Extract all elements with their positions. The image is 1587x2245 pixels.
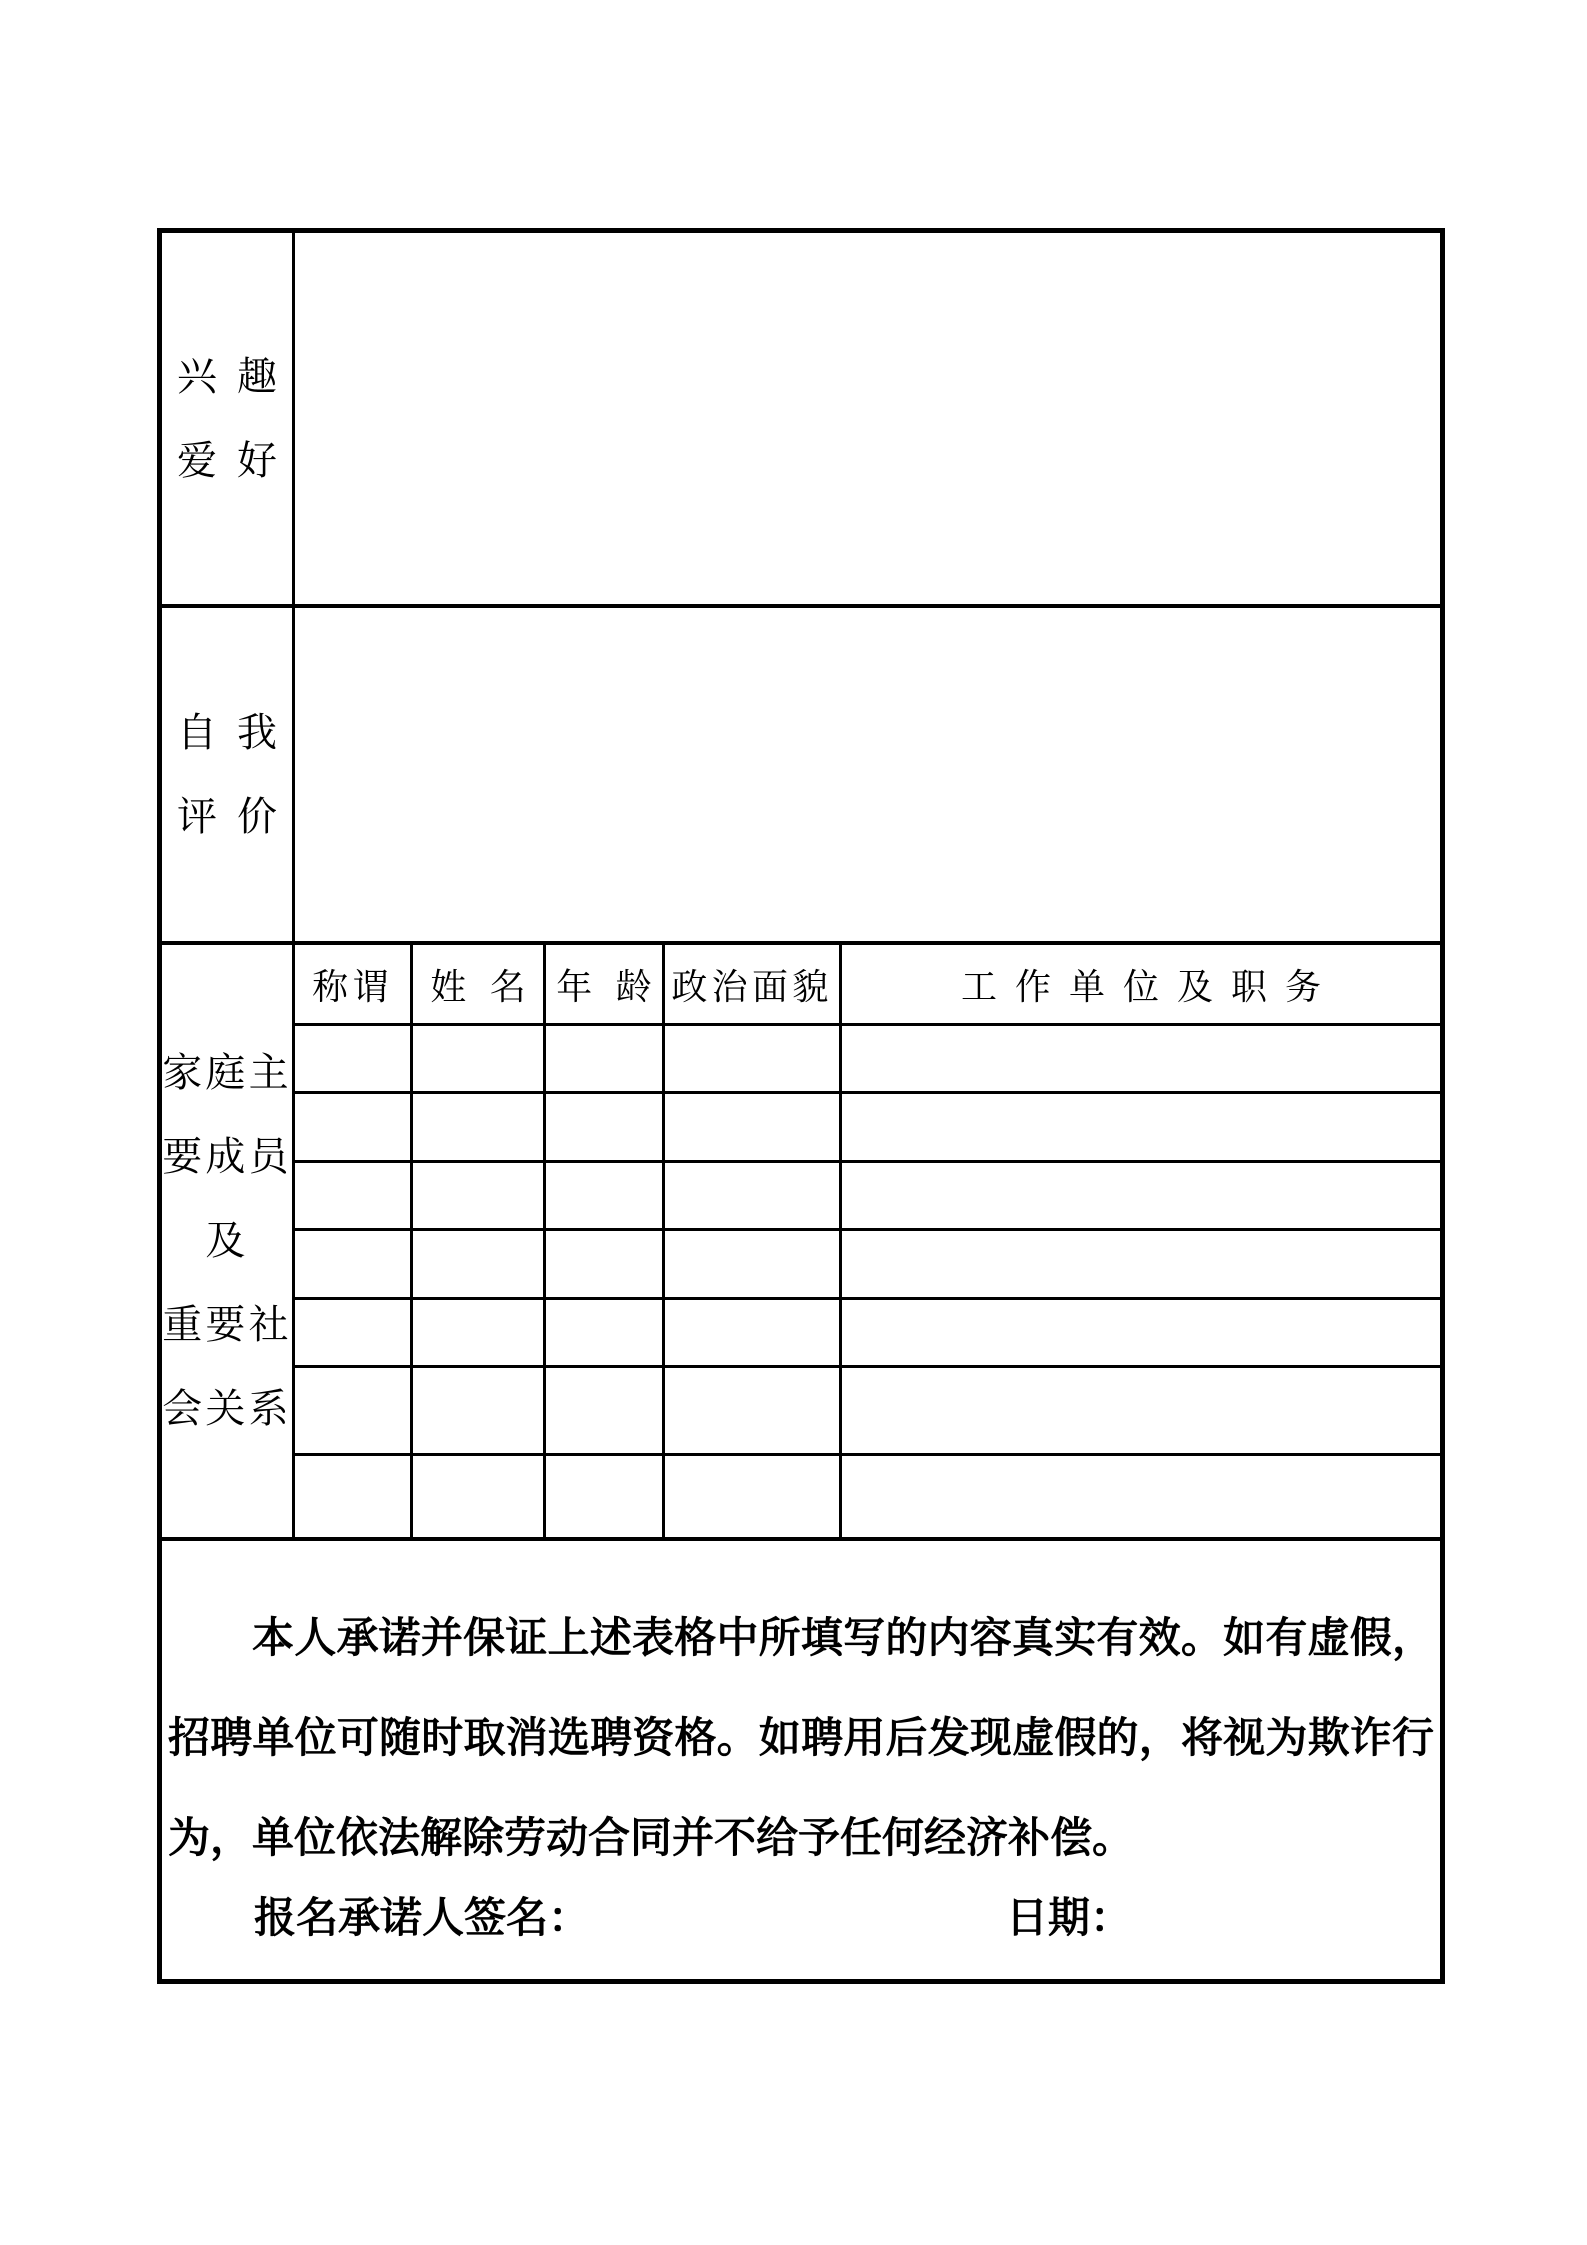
family-table-header bbox=[295, 945, 1440, 1026]
family-cell-r4c2[interactable] bbox=[413, 1231, 546, 1297]
family-cell-r6c1[interactable] bbox=[295, 1368, 413, 1453]
family-table-row bbox=[295, 1026, 1440, 1094]
family-cell-r5c3[interactable] bbox=[546, 1300, 665, 1365]
self-evaluation-label-line: 评价 bbox=[177, 793, 297, 839]
family-label-line: 会关系 bbox=[162, 1386, 292, 1431]
hobbies-row bbox=[162, 233, 1440, 608]
family-cell-r3c4[interactable] bbox=[665, 1163, 842, 1228]
family-section-label bbox=[162, 945, 295, 1537]
family-section-row bbox=[162, 945, 1440, 1541]
declaration-line: 本人承诺并保证上述表格中所填写的内容真实有效。如有虚假， bbox=[252, 1616, 1434, 1662]
family-cell-r6c4[interactable] bbox=[665, 1368, 842, 1453]
family-cell-r6c3[interactable] bbox=[546, 1368, 665, 1453]
family-cell-r4c5[interactable] bbox=[842, 1231, 1440, 1297]
family-cell-r1c4[interactable] bbox=[665, 1026, 842, 1091]
family-cell-r4c4[interactable] bbox=[665, 1231, 842, 1297]
family-cell-r1c5[interactable] bbox=[842, 1026, 1440, 1091]
column-header-relation: 称谓 bbox=[295, 945, 413, 1023]
declaration-line: 为，单位依法解除劳动合同并不给予任何经济补偿。 bbox=[168, 1816, 1135, 1862]
family-cell-r6c5[interactable] bbox=[842, 1368, 1440, 1453]
family-cell-r5c2[interactable] bbox=[413, 1300, 546, 1365]
family-table-body bbox=[295, 1026, 1440, 1537]
self-evaluation-label-line: 自我 bbox=[177, 709, 297, 755]
column-header-political-status: 政治面貌 bbox=[665, 945, 842, 1023]
family-cell-r6c2[interactable] bbox=[413, 1368, 546, 1453]
hobbies-label bbox=[162, 233, 295, 604]
self-evaluation-label bbox=[162, 608, 295, 941]
application-form-table bbox=[157, 228, 1445, 1984]
family-cell-r5c1[interactable] bbox=[295, 1300, 413, 1365]
family-table-row bbox=[295, 1300, 1440, 1368]
family-table-row bbox=[295, 1231, 1440, 1300]
self-evaluation-input-area[interactable] bbox=[295, 608, 1440, 941]
family-label-line: 家庭主 bbox=[162, 1050, 292, 1095]
signature-row bbox=[168, 1889, 1434, 1949]
hobbies-input-area[interactable] bbox=[295, 233, 1440, 604]
family-cell-r3c2[interactable] bbox=[413, 1163, 546, 1228]
column-header-age: 年龄 bbox=[546, 945, 665, 1023]
family-cell-r7c1[interactable] bbox=[295, 1456, 413, 1537]
family-cell-r2c5[interactable] bbox=[842, 1094, 1440, 1160]
family-cell-r7c5[interactable] bbox=[842, 1456, 1440, 1537]
family-cell-r7c2[interactable] bbox=[413, 1456, 546, 1537]
hobbies-label-line: 爱好 bbox=[177, 437, 297, 483]
applicant-signature-label: 报名承诺人签名： bbox=[254, 1896, 591, 1942]
family-cell-r1c3[interactable] bbox=[546, 1026, 665, 1091]
declaration-line: 招聘单位可随时取消选聘资格。如聘用后发现虚假的，将视为欺诈行 bbox=[168, 1716, 1434, 1762]
family-label-line: 重要社 bbox=[162, 1302, 292, 1347]
family-cell-r5c4[interactable] bbox=[665, 1300, 842, 1365]
family-cell-r2c2[interactable] bbox=[413, 1094, 546, 1160]
column-header-name: 姓名 bbox=[413, 945, 546, 1023]
family-cell-r7c3[interactable] bbox=[546, 1456, 665, 1537]
family-cell-r2c4[interactable] bbox=[665, 1094, 842, 1160]
family-cell-r4c1[interactable] bbox=[295, 1231, 413, 1297]
family-table-row bbox=[295, 1094, 1440, 1163]
family-table-row bbox=[295, 1456, 1440, 1537]
family-cell-r2c1[interactable] bbox=[295, 1094, 413, 1160]
family-members-table bbox=[295, 945, 1440, 1537]
family-label-line: 要成员 bbox=[162, 1134, 292, 1179]
family-cell-r7c4[interactable] bbox=[665, 1456, 842, 1537]
self-evaluation-row bbox=[162, 608, 1440, 945]
declaration-row bbox=[162, 1541, 1440, 1975]
hobbies-label-line: 兴趣 bbox=[177, 353, 297, 399]
family-table-row bbox=[295, 1368, 1440, 1456]
family-cell-r1c2[interactable] bbox=[413, 1026, 546, 1091]
family-cell-r3c5[interactable] bbox=[842, 1163, 1440, 1228]
family-cell-r4c3[interactable] bbox=[546, 1231, 665, 1297]
declaration-cell bbox=[162, 1541, 1440, 1975]
family-label-line: 及 bbox=[205, 1218, 249, 1263]
family-cell-r1c1[interactable] bbox=[295, 1026, 413, 1091]
family-table-row bbox=[295, 1163, 1440, 1231]
family-cell-r3c1[interactable] bbox=[295, 1163, 413, 1228]
family-cell-r5c5[interactable] bbox=[842, 1300, 1440, 1365]
family-cell-r3c3[interactable] bbox=[546, 1163, 665, 1228]
date-label: 日期： bbox=[1006, 1896, 1133, 1942]
column-header-work-unit-position: 工作单位及职务 bbox=[960, 966, 1339, 1007]
family-cell-r2c3[interactable] bbox=[546, 1094, 665, 1160]
